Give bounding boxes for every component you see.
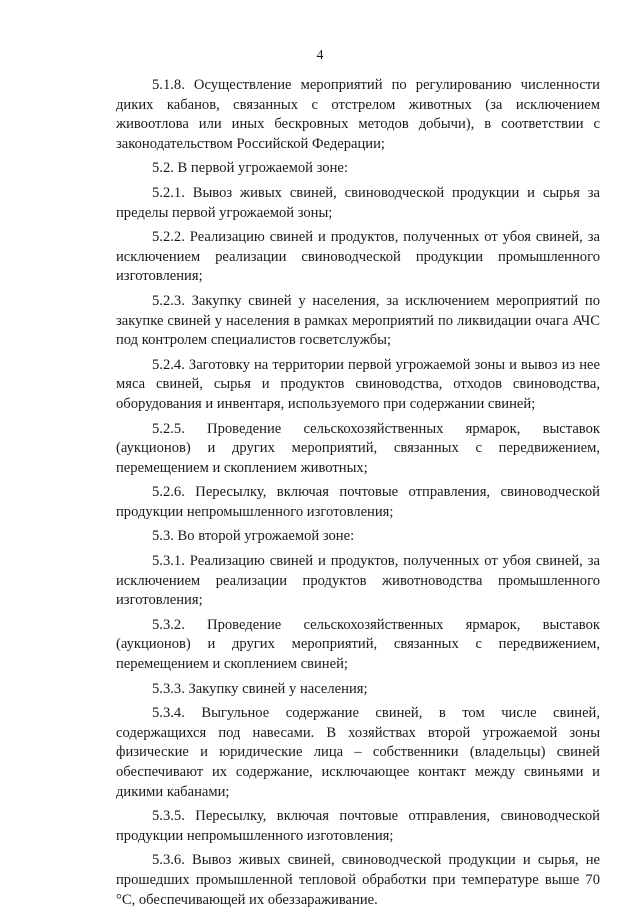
paragraph-5-3-2: 5.3.2. Проведение сельскохозяйственных ярмарок, выставок (аукционов) и других мероприятий, связанных с передвижением, перемещением и скоплением свиней;	[116, 616, 600, 673]
paragraph-5-2-4: 5.2.4. Заготовку на территории первой угрожаемой зоны и вывоз из нее мяса свиней, сырья и продуктов свиноводства, отходов свиноводства, оборудования и инвентаря, используемого при содержании свиней;	[116, 356, 600, 412]
page-number: 4	[316, 48, 324, 63]
paragraph-5-2-5: 5.2.5. Проведение сельскохозяйственных ярмарок, выставок (аукционов) и других мероприятий, связанных с передвижением, перемещением и скоплением животных;	[116, 420, 600, 476]
paragraph-5-2: 5.2. В первой угрожаемой зоне:	[152, 160, 348, 177]
paragraph-5-3: 5.3. Во второй угрожаемой зоне:	[152, 528, 355, 545]
paragraph-5-3-3: 5.3.3. Закупку свиней у населения;	[152, 680, 368, 697]
document-body	[116, 76, 600, 910]
paragraph-5-2-6: 5.2.6. Пересылку, включая почтовые отправления, свиноводческой продукции непромышленного изготовления;	[116, 484, 600, 520]
paragraph-5-2-2: 5.2.2. Реализацию свиней и продуктов, полученных от убоя свиней, за исключением реализации свиноводческой продукции промышленного изготовления;	[116, 229, 600, 285]
paragraph-5-3-6: 5.3.6. Вывоз живых свиней, свиноводческой продукции и сырья, не прошедших промышленной тепловой обработки при температуре выше 70 °С, обеспечивающей их обеззараживание.	[116, 852, 600, 908]
paragraph-5-3-1: 5.3.1. Реализацию свиней и продуктов, полученных от убоя свиней, за исключением реализации продуктов животноводства промышленного изготовления;	[116, 553, 600, 609]
paragraph-5-3-5: 5.3.5. Пересылку, включая почтовые отправления, свиноводческой продукции непромышленного изготовления;	[116, 808, 600, 844]
paragraph-5-1-8: 5.1.8. Осуществление мероприятий по регулированию численности диких кабанов, связанных с отстрелом животных (за исключением живоотлова или иных бескровных методов добычи), в соответствии с законодательством Российской Федерации;	[116, 77, 600, 152]
paragraph-5-3-4: 5.3.4. Выгульное содержание свиней, в том числе свиней, содержащихся под навесами. В хозяйствах второй угрожаемой зоны физические и юридические лица – собственники (владельцы) свиней обеспечивают их содержание, исключающее контакт между свиньями и дикими кабанами;	[116, 705, 600, 800]
paragraph-5-2-1: 5.2.1. Вывоз живых свиней, свиноводческой продукции и сырья за пределы первой угрожаемой зоны;	[116, 184, 600, 221]
paragraph-5-2-3: 5.2.3. Закупку свиней у населения, за исключением мероприятий по закупке свиней у населения в рамках мероприятий по ликвидации очага АЧС под контролем специалистов госветслужбы;	[116, 292, 600, 349]
